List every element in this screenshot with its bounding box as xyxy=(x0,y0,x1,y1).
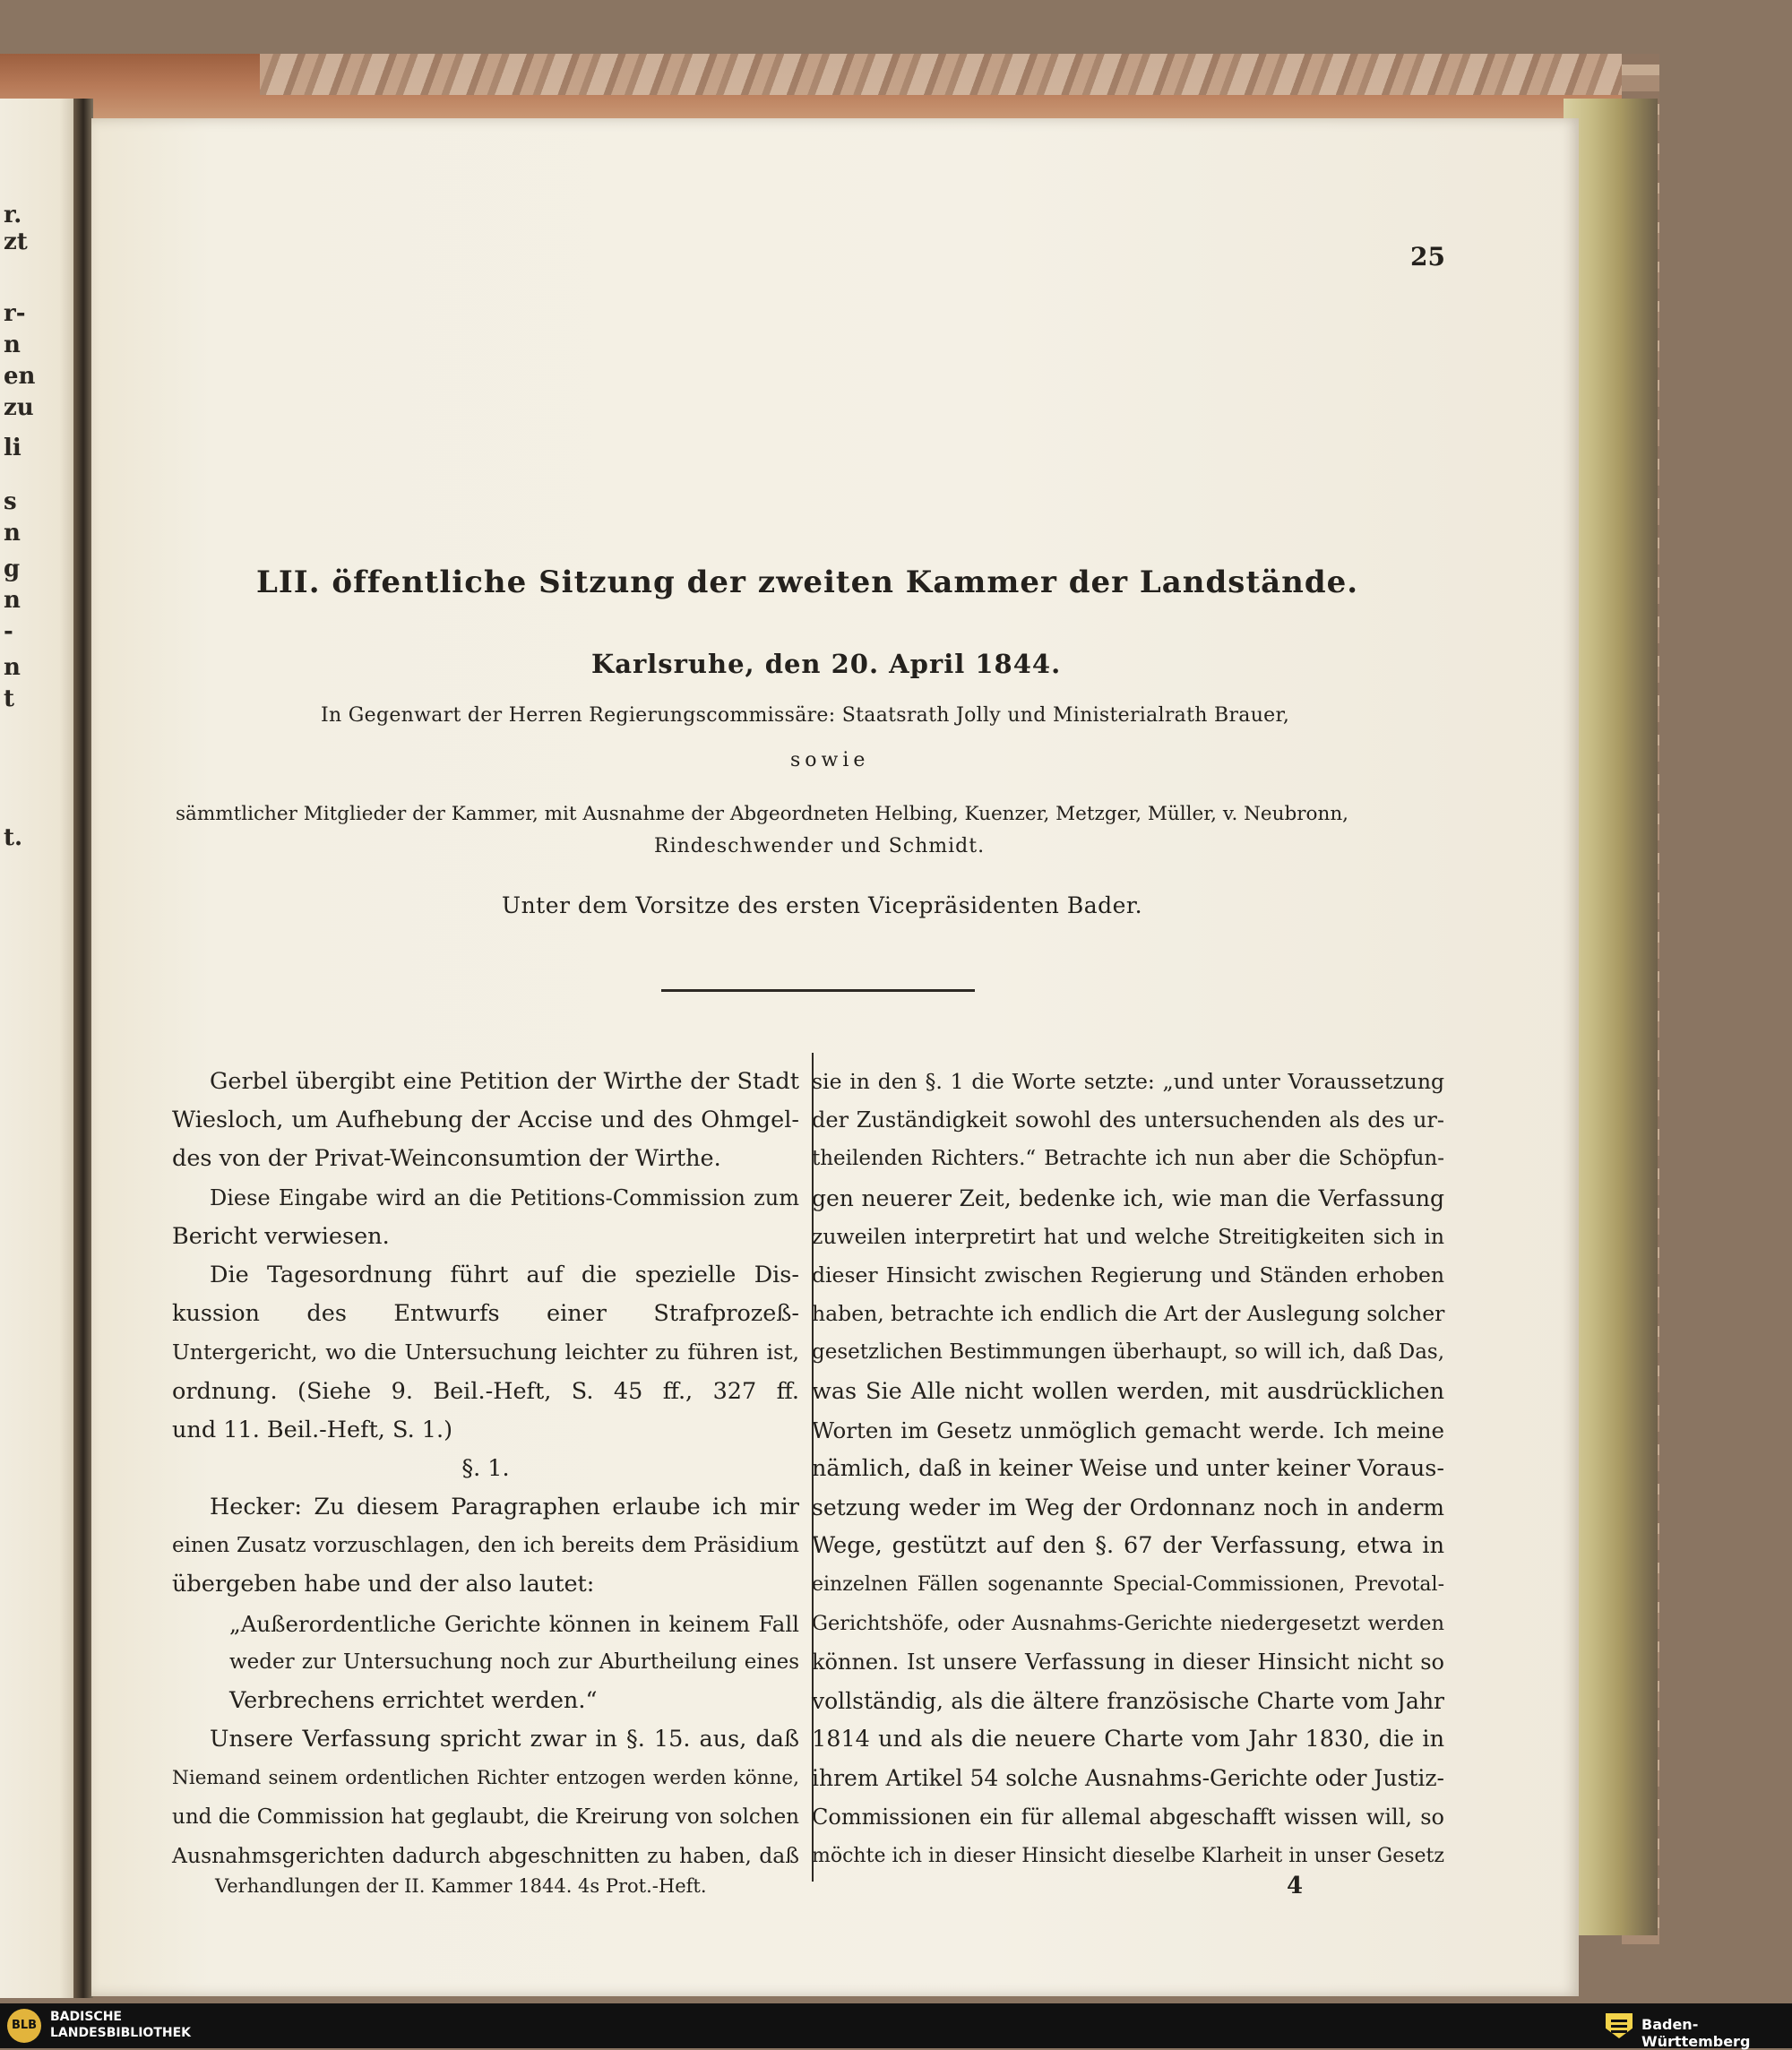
text-line: einen Zusatz vorzuschlagen, den ich bereits dem Präsidium xyxy=(172,1534,799,1558)
text-line: möchte ich in dieser Hinsicht dieselbe Klarheit in unser Gesetz xyxy=(812,1844,1444,1867)
sowie-line: sowie xyxy=(790,749,870,771)
text-line: Gerichtshöfe, oder Ausnahms-Gerichte niedergesetzt werden xyxy=(812,1611,1444,1635)
text-line: Unsere Verfassung spricht zwar in §. 15. aus, daß xyxy=(210,1726,799,1753)
session-place-date: Karlsruhe, den 20. April 1844. xyxy=(591,649,1062,679)
left-page-edge-text: n xyxy=(4,332,21,358)
left-page-edge-text: en xyxy=(4,363,36,390)
text-line: Bericht verwiesen. xyxy=(172,1222,390,1250)
text-line: kussion des Entwurfs einer Strafprozeß- xyxy=(172,1300,799,1328)
chair-line: Unter dem Vorsitze des ersten Vicepräsidenten Bader. xyxy=(502,892,1143,918)
text-line: Niemand seinem ordentlichen Richter entzogen werden könne, xyxy=(172,1767,799,1790)
left-page-edge-text: n xyxy=(4,587,21,614)
text-line: Commissionen ein für allemal abgeschafft wissen will, so xyxy=(812,1804,1444,1830)
blb-logo-icon: BLB xyxy=(7,2009,41,2043)
text-line: des von der Privat-Weinconsumtion der Wirthe. xyxy=(172,1145,721,1173)
text-line: Gerbel übergibt eine Petition der Wirthe der Stadt xyxy=(210,1068,799,1095)
text-line: „Außerordentliche Gerichte können in keinem Fall xyxy=(229,1610,799,1637)
text-line: ihrem Artikel 54 solche Ausnahms-Gerichte oder Justiz- xyxy=(812,1765,1444,1792)
left-page-edge-text: n xyxy=(4,520,21,547)
text-line: setzung weder im Weg der Ordonnanz noch in anderm xyxy=(812,1494,1444,1521)
signature-mark: 4 xyxy=(1287,1873,1304,1899)
text-line: dieser Hinsicht zwischen Regierung und Ständen erhoben xyxy=(812,1262,1444,1288)
bw-name: Baden-Württemberg xyxy=(1641,2016,1751,2050)
text-line: übergeben habe und der also lautet: xyxy=(172,1571,595,1598)
text-line: Hecker: Zu diesem Paragraphen erlaube ich mir xyxy=(210,1494,799,1521)
blb-name-line: BADISCHE xyxy=(50,2010,122,2024)
text-line: weder zur Untersuchung noch zur Aburtheilung eines xyxy=(229,1649,799,1674)
text-line: zuweilen interpretirt hat und welche Streitigkeiten sich in xyxy=(812,1223,1444,1249)
text-line: und 11. Beil.-Heft, S. 1.) xyxy=(172,1416,453,1443)
text-line: können. Ist unsere Verfassung in dieser Hinsicht nicht so xyxy=(812,1649,1444,1675)
brand-bar xyxy=(0,2003,1792,2048)
text-line: was Sie Alle nicht wollen werden, mit ausdrücklichen xyxy=(812,1377,1444,1405)
members-line: Rindeschwender und Schmidt. xyxy=(654,835,986,857)
left-page-edge-text: - xyxy=(4,618,13,645)
left-page-edge-text: r- xyxy=(4,300,26,327)
text-line: sie in den §. 1 die Worte setzte: „und unter Voraussetzung xyxy=(812,1069,1444,1094)
text-line: Untergericht, wo die Untersuchung leichter zu führen ist, xyxy=(172,1339,799,1365)
text-line: Wiesloch, um Aufhebung der Accise und des Ohmgel- xyxy=(172,1107,799,1134)
left-page-edge-text: g xyxy=(4,556,21,582)
footer-text: Verhandlungen der II. Kammer 1844. 4s Prot.-Heft. xyxy=(215,1875,707,1897)
title-rule xyxy=(661,989,975,992)
left-page-edge-text: t xyxy=(4,685,15,712)
left-page-edge-text: n xyxy=(4,654,21,681)
session-title: LII. öffentliche Sitzung der zweiten Kammer der Landstände. xyxy=(256,564,1359,600)
left-column xyxy=(172,1063,799,1875)
marbled-cover xyxy=(260,54,1658,95)
left-page-edge-text: r. xyxy=(4,202,22,228)
text-line: einzelnen Fällen sogenannte Special-Commissionen, Prevotal- xyxy=(812,1573,1444,1597)
text-line: Ausnahmsgerichten dadurch abgeschnitten zu haben, daß xyxy=(172,1842,799,1868)
left-page-edge-text: s xyxy=(4,488,17,515)
text-line: Wege, gestützt auf den §. 67 der Verfassung, etwa in xyxy=(812,1532,1444,1560)
left-page-edge-text: zu xyxy=(4,394,34,421)
members-line: sämmtlicher Mitglieder der Kammer, mit Ausnahme der Abgeordneten Helbing, Kuenzer, Metzger, Müller, v. Neubronn, xyxy=(176,803,1349,825)
text-line: gen neuerer Zeit, bedenke ich, wie man die Verfassung xyxy=(812,1184,1444,1211)
left-page-edge-text: zt xyxy=(4,228,28,255)
blb-name-line: LANDESBIBLIOTHEK xyxy=(50,2026,192,2040)
text-line: §. 1. xyxy=(461,1454,510,1482)
page-number: 25 xyxy=(1410,242,1445,271)
left-page-fragment xyxy=(0,99,85,1998)
text-line: haben, betrachte ich endlich die Art der Auslegung solcher xyxy=(812,1301,1445,1327)
text-line: der Zuständigkeit sowohl des untersuchenden als des ur- xyxy=(812,1107,1444,1133)
text-line: 1814 und als die neuere Charte vom Jahr 1830, die in xyxy=(812,1726,1444,1753)
text-line: gesetzlichen Bestimmungen überhaupt, so will ich, daß Das, xyxy=(812,1340,1445,1365)
text-line: ordnung. (Siehe 9. Beil.-Heft, S. 45 ff., 327 ff. xyxy=(172,1377,799,1405)
text-line: Diese Eingabe wird an die Petitions-Commission zum xyxy=(210,1184,799,1210)
presence-line: In Gegenwart der Herren Regierungscommissäre: Staatsrath Jolly und Ministerialrath Brauer, xyxy=(321,704,1290,727)
text-line: Die Tagesordnung führt auf die spezielle Dis- xyxy=(210,1261,799,1288)
left-page-edge-text: li xyxy=(4,435,22,461)
text-line: und die Commission hat geglaubt, die Kreirung von solchen xyxy=(172,1805,799,1829)
text-line: nämlich, daß in keiner Weise und unter keiner Voraus- xyxy=(812,1454,1444,1482)
text-line: vollständig, als die ältere französische Charte vom Jahr xyxy=(812,1688,1444,1714)
bw-coat-of-arms-icon xyxy=(1606,2013,1633,2038)
right-column xyxy=(812,1063,1444,1875)
book-gutter xyxy=(73,99,93,1998)
blb-name xyxy=(50,2009,191,2041)
text-line: theilenden Richters.“ Betrachte ich nun aber die Schöpfun- xyxy=(812,1147,1444,1171)
text-line: Worten im Gesetz unmöglich gemacht werde. Ich meine xyxy=(812,1417,1444,1443)
text-line: Verbrechens errichtet werden.“ xyxy=(229,1687,598,1714)
left-page-edge-text: t. xyxy=(4,824,23,851)
